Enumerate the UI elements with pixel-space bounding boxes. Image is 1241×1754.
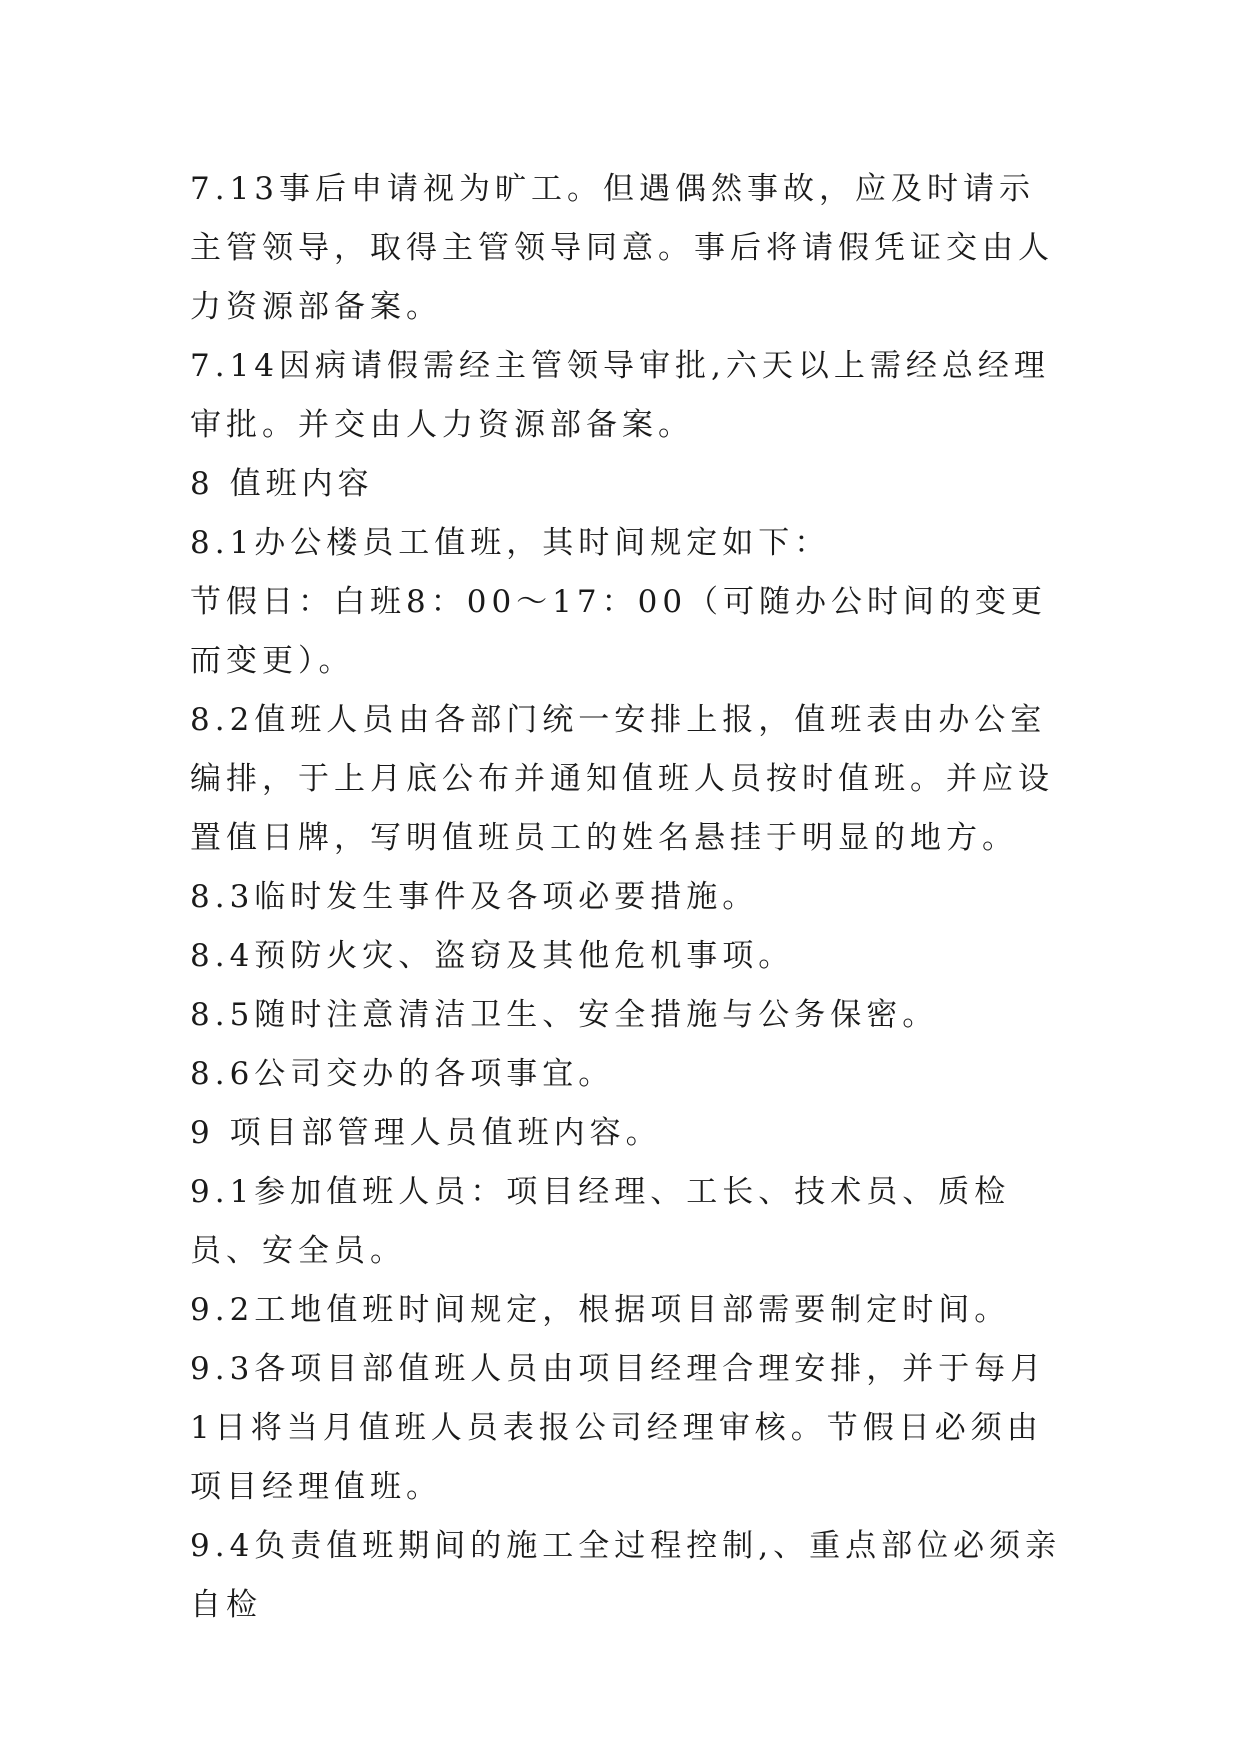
section-heading-8: 8 值班内容 <box>190 466 374 502</box>
section-heading-9: 9 项目部管理人员值班内容。 <box>190 1115 662 1151</box>
paragraph-9-2: 9.2工地值班时间规定，根据项目部需要制定时间。 <box>190 1292 1011 1328</box>
paragraph-8-2: 8.2值班人员由各部门统一安排上报，值班表由办公室编排，于上月底公布并通知值班人员按时值班。并应设置值日牌，写明值班员工的姓名悬挂于明显的地方。 <box>190 702 1054 856</box>
paragraph-holiday-shift: 节假日：白班8：00～17：00（可随办公时间的变更而变更）。 <box>190 584 1048 679</box>
paragraph-7-13: 7.13事后申请视为旷工。但遇偶然事故，应及时请示主管领导，取得主管领导同意。事后将请假凭证交由人力资源部备案。 <box>190 171 1054 325</box>
paragraph-9-3: 9.3各项目部值班人员由项目经理合理安排，并于每月1日将当月值班人员表报公司经理审核。节假日必须由项目经理值班。 <box>190 1351 1047 1505</box>
paragraph-8-4: 8.4预防火灾、盗窃及其他危机事项。 <box>190 938 795 974</box>
paragraph-8-3: 8.3临时发生事件及各项必要措施。 <box>190 879 759 915</box>
paragraph-8-1: 8.1办公楼员工值班，其时间规定如下： <box>190 525 831 561</box>
paragraph-9-4: 9.4负责值班期间的施工全过程控制,、重点部位必须亲自检 <box>190 1528 1062 1623</box>
paragraph-8-5: 8.5随时注意清洁卫生、安全措施与公务保密。 <box>190 997 939 1033</box>
document-body <box>190 160 1070 1635</box>
paragraph-9-1: 9.1参加值班人员：项目经理、工长、技术员、质检员、安全员。 <box>190 1174 1011 1269</box>
paragraph-7-14: 7.14因病请假需经主管领导审批,六天以上需经总经理审批。并交由人力资源部备案。 <box>190 348 1050 443</box>
paragraph-8-6: 8.6公司交办的各项事宜。 <box>190 1056 615 1092</box>
